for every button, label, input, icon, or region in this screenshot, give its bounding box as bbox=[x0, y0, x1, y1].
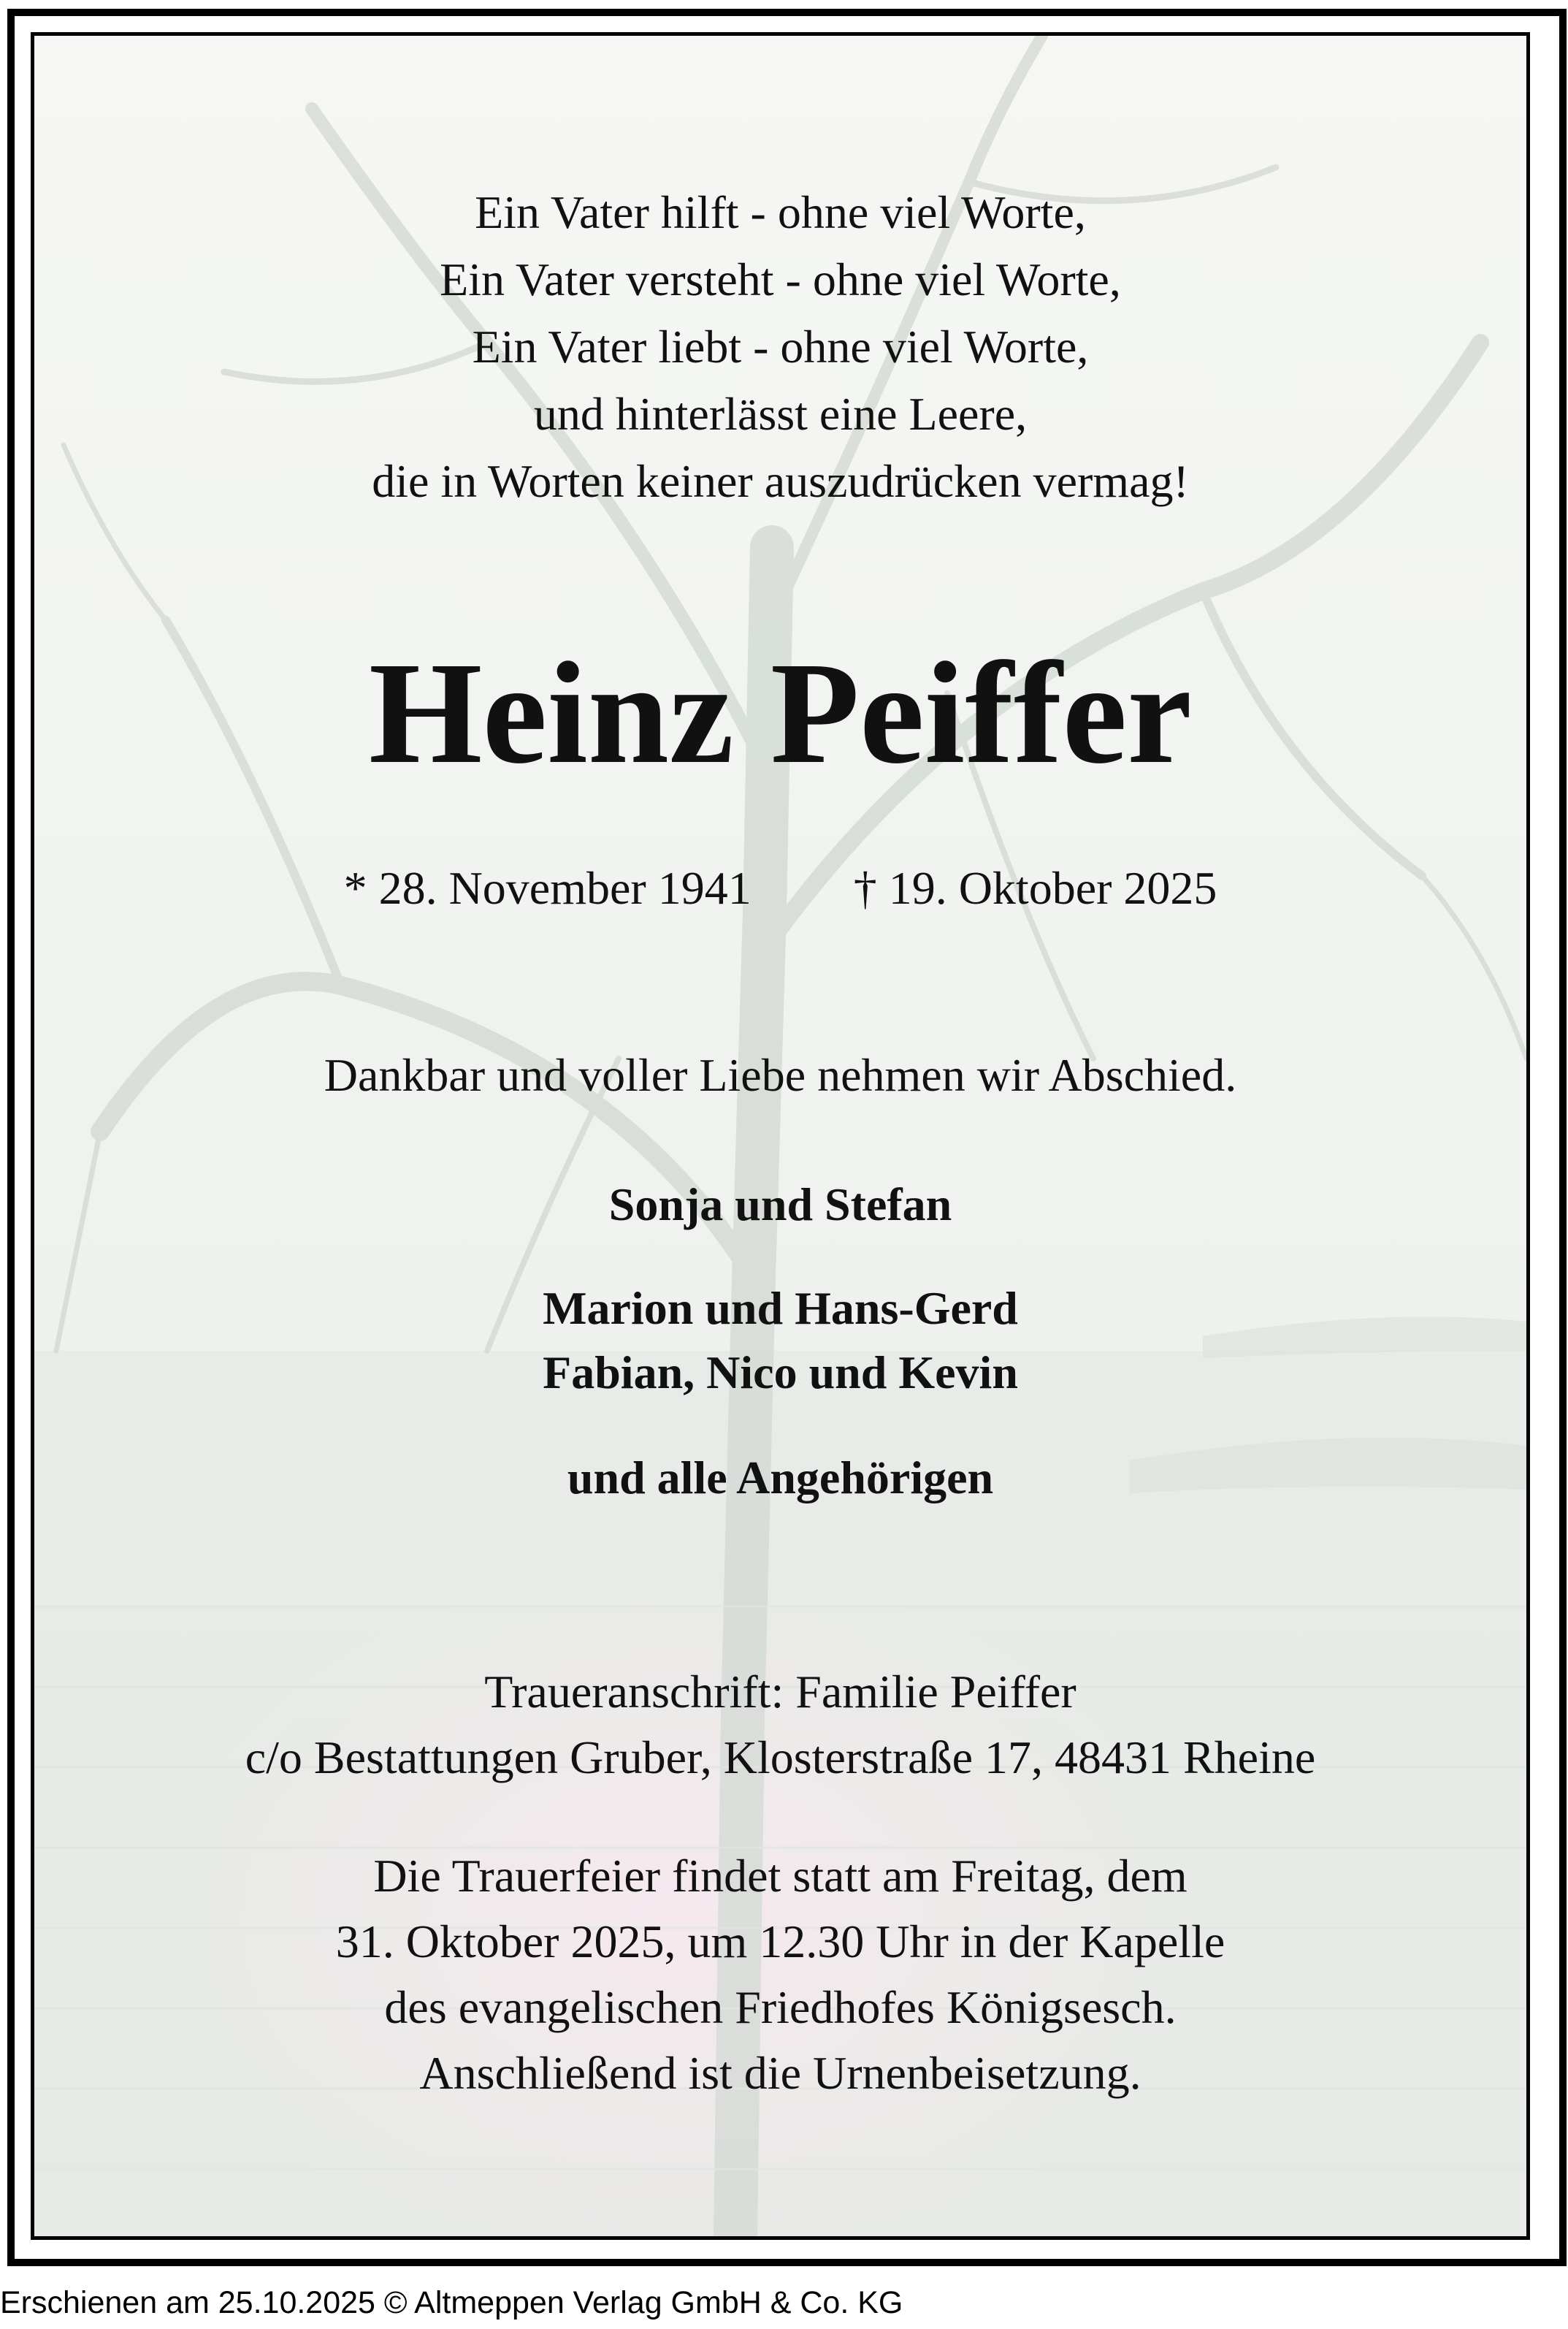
mourning-address bbox=[34, 1659, 1526, 1791]
mourner-line: und alle Angehörigen bbox=[567, 1452, 994, 1503]
mourner-line: Marion und Hans-Gerd bbox=[543, 1282, 1018, 1334]
farewell-text: Dankbar und voller Liebe nehmen wir Abschied. bbox=[324, 1049, 1237, 1101]
poem-line: Ein Vater versteht - ohne viel Worte, bbox=[440, 254, 1121, 305]
mourner-line: Fabian, Nico und Kevin bbox=[543, 1346, 1018, 1398]
poem-line: die in Worten keiner auszudrücken vermag! bbox=[372, 455, 1189, 507]
death-date: † 19. Oktober 2025 bbox=[853, 862, 1217, 914]
birth-date: * 28. November 1941 bbox=[343, 862, 752, 914]
poem-line: Ein Vater liebt - ohne viel Worte, bbox=[472, 321, 1089, 373]
service-line: Anschließend ist die Urnenbeisetzung. bbox=[419, 2047, 1141, 2099]
address-line: Traueranschrift: Familie Peiffer bbox=[484, 1666, 1076, 1718]
address-line: c/o Bestattungen Gruber, Klosterstraße 17, 48431 Rheine bbox=[245, 1731, 1316, 1783]
funeral-service-info bbox=[34, 1843, 1526, 2106]
service-line: Die Trauerfeier findet statt am Freitag, dem bbox=[373, 1850, 1188, 1902]
poem-line: Ein Vater hilft - ohne viel Worte, bbox=[475, 186, 1086, 238]
mourner-line: Sonja und Stefan bbox=[608, 1178, 952, 1230]
deceased-name: Heinz Peiffer bbox=[368, 633, 1193, 794]
inner-border bbox=[31, 32, 1530, 2240]
life-dates bbox=[34, 855, 1526, 921]
service-line: des evangelischen Friedhofes Königsesch. bbox=[384, 1981, 1177, 2033]
poem-line: und hinterlässt eine Leere, bbox=[533, 388, 1028, 440]
publication-footer: Erschienen am 25.10.2025 © Altmeppen Verlag GmbH & Co. KG bbox=[0, 2285, 903, 2320]
service-line: 31. Oktober 2025, um 12.30 Uhr in der Kapelle bbox=[335, 1916, 1225, 1967]
poem bbox=[34, 179, 1526, 515]
obituary-content bbox=[34, 36, 1526, 2236]
